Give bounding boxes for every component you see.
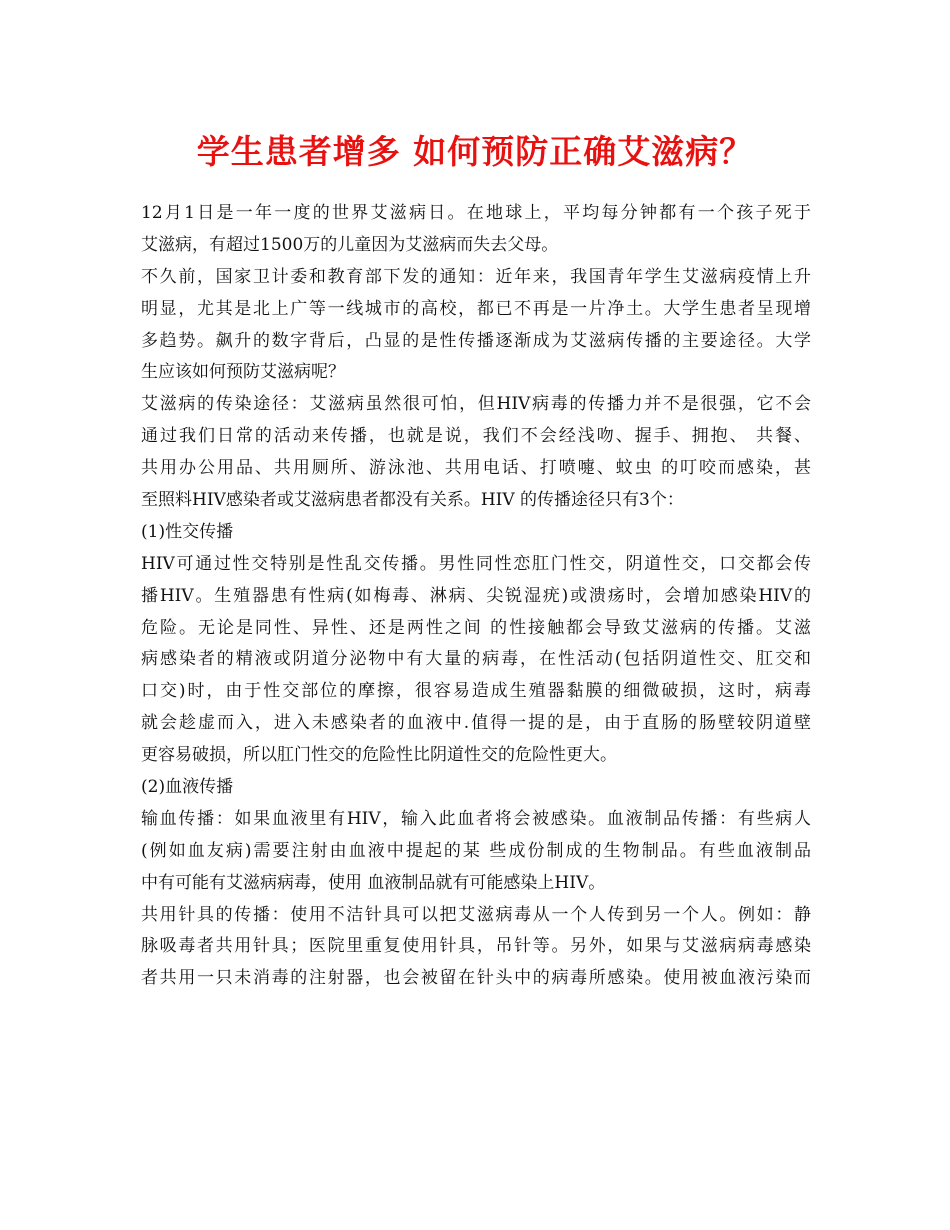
text-line: 不久前，国家卫计委和教育部下发的通知：近年来，我国青年学生艾滋病疫情上升: [141, 266, 811, 287]
text-line: 生应该如何预防艾滋病呢？: [141, 362, 345, 383]
text-line: 通过我们日常的活动来传播，也就是说，我们不会经浅吻、握手、拥抱、 共餐、: [141, 426, 811, 447]
text-line: (2)血液传播: [141, 777, 234, 798]
text-line: 口交)时，由于性交部位的摩擦，很容易造成生殖器黏膜的细微破损，这时，病毒: [141, 681, 811, 702]
text-line: (例如血友病)需要注射由血液中提起的某 些成份制成的生物制品。有些血液制品: [141, 840, 811, 861]
text-line: 病感染者的精液或阴道分泌物中有大量的病毒，在性活动(包括阴道性交、肛交和: [141, 649, 811, 670]
text-line: HIV可通过性交特别是性乱交传播。男性同性恋肛门性交，阴道性交，口交都会传: [141, 553, 811, 574]
text-line: 输血传播：如果血液里有HIV，输入此血者将会被感染。血液制品传播：有些病人: [141, 808, 811, 829]
text-line: 危险。无论是同性、异性、还是两性之间 的性接触都会导致艾滋病的传播。艾滋: [141, 617, 811, 638]
text-line: 共用针具的传播：使用不洁针具可以把艾滋病毒从一个人传到另一个人。例如：静: [141, 904, 811, 925]
article-body: [141, 198, 811, 995]
text-line: 播HIV。生殖器患有性病(如梅毒、淋病、尖锐湿疣)或溃疡时，会增加感染HIV的: [141, 585, 811, 606]
text-line: 就会趁虚而入，进入未感染者的血液中.值得一提的是，由于直肠的肠壁较阴道壁: [141, 713, 811, 734]
text-line: 明显，尤其是北上广等一线城市的高校，都已不再是一片净土。大学生患者呈现增: [141, 298, 811, 319]
text-line: 至照料HIV感染者或艾滋病患者都没有关系。HIV 的传播途径只有3个：: [141, 490, 684, 511]
text-line: 12月1日是一年一度的世界艾滋病日。在地球上，平均每分钟都有一个孩子死于: [141, 203, 811, 223]
text-line: 艾滋病，有超过1500万的儿童因为艾滋病而失去父母。: [141, 234, 559, 255]
text-line: 中有可能有艾滋病病毒，使用 血液制品就有可能感染上HIV。: [141, 872, 606, 893]
text-line: (1)性交传播: [141, 521, 234, 542]
page-title: 学生患者增多 如何预防正确艾滋病？: [196, 132, 754, 171]
text-line: 多趋势。飙升的数字背后，凸显的是性传播逐渐成为艾滋病传播的主要途径。大学: [141, 330, 811, 351]
text-line: 更容易破损，所以肛门性交的危险性比阴道性交的危险性更大。: [141, 745, 617, 766]
text-line: 共用办公用品、共用厕所、游泳池、共用电话、打喷嚏、蚊虫 的叮咬而感染，甚: [141, 458, 811, 479]
text-line: 艾滋病的传染途径：艾滋病虽然很可怕，但HIV病毒的传播力并不是很强，它不会: [141, 394, 811, 415]
text-line: 脉吸毒者共用针具；医院里重复使用针具，吊针等。另外，如果与艾滋病病毒感染: [141, 936, 811, 957]
text-line: 者共用一只未消毒的注射器，也会被留在针头中的病毒所感染。使用被血液污染而: [141, 968, 811, 989]
